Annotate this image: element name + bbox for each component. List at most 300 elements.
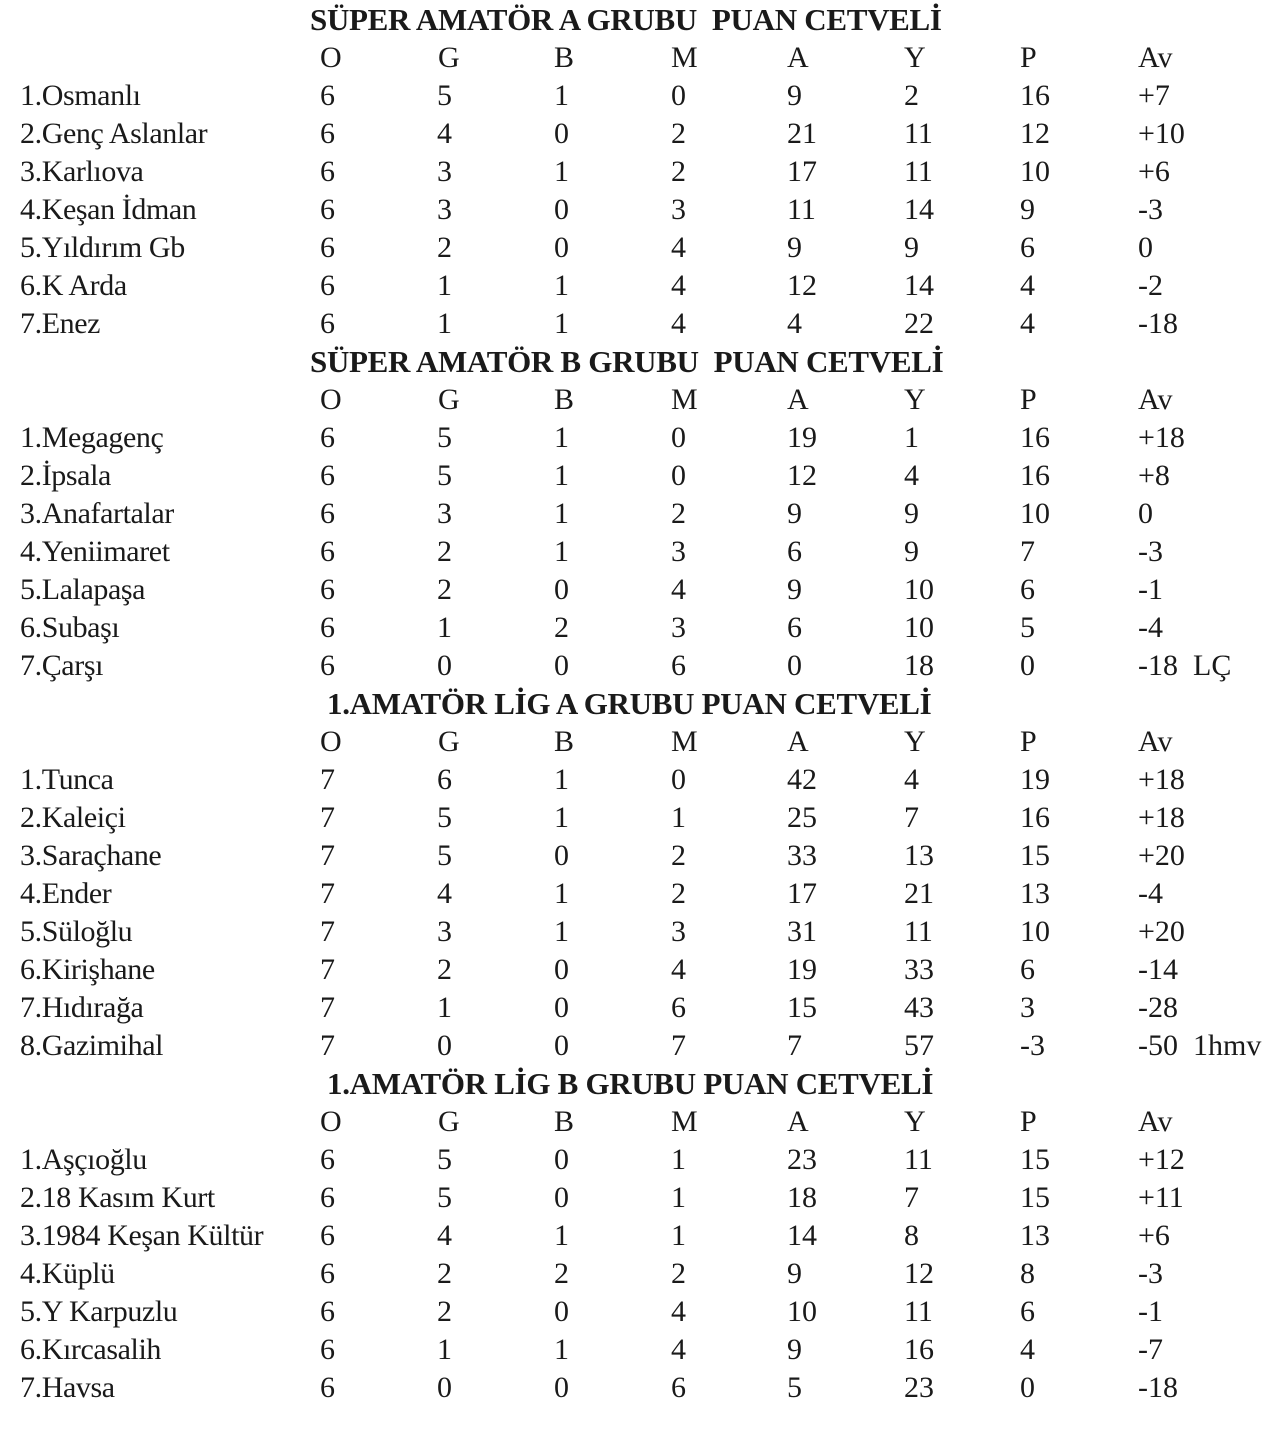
stat-cell: 3 — [671, 535, 686, 568]
stat-cell: 1 — [554, 79, 569, 112]
stat-cell: 2 — [671, 1257, 686, 1290]
team-name: 6.Kırcasalih — [20, 1333, 161, 1366]
stat-cell: +18 — [1138, 421, 1185, 454]
stat-cell: 1 — [554, 307, 569, 340]
stat-cell: 0 — [1020, 1371, 1035, 1404]
stat-cell: +10 — [1138, 117, 1185, 150]
stat-cell: 6 — [1020, 953, 1035, 986]
stat-cell: 4 — [671, 307, 686, 340]
stat-cell: 1 — [554, 915, 569, 948]
stat-cell: 4 — [437, 117, 452, 150]
stat-cell: -50 1hmv — [1138, 1029, 1262, 1062]
stat-cell: 6 — [787, 611, 802, 644]
stat-cell: 12 — [787, 269, 817, 302]
stat-cell: 10 — [904, 611, 934, 644]
team-name: 5.Y Karpuzlu — [20, 1295, 178, 1328]
stat-cell: 1 — [904, 421, 919, 454]
stat-cell: 14 — [904, 269, 934, 302]
stat-cell: 2 — [671, 497, 686, 530]
stat-cell: 6 — [320, 497, 335, 530]
team-name: 2.18 Kasım Kurt — [20, 1181, 215, 1214]
stat-cell: 3 — [671, 193, 686, 226]
column-header-row — [0, 381, 1274, 419]
stat-cell: 1 — [554, 1219, 569, 1252]
stat-cell: 10 — [1020, 915, 1050, 948]
stat-cell: 3 — [437, 193, 452, 226]
stat-cell: 5 — [437, 1143, 452, 1176]
stat-cell: 5 — [437, 421, 452, 454]
column-header: B — [554, 383, 575, 416]
team-name: 3.Anafartalar — [20, 497, 174, 530]
stat-cell: 0 — [554, 573, 569, 606]
team-name: 4.Keşan İdman — [20, 193, 197, 226]
table-title: 1.AMATÖR LİG A GRUBU PUAN CETVELİ — [327, 686, 932, 721]
column-header-row — [0, 39, 1274, 77]
stat-cell: 3 — [671, 611, 686, 644]
stat-cell: 2 — [554, 1257, 569, 1290]
stat-cell: +8 — [1138, 459, 1170, 492]
team-name: 2.Kaleiçi — [20, 801, 126, 834]
stat-cell: 6 — [320, 1371, 335, 1404]
team-name: 4.Küplü — [20, 1257, 115, 1290]
stat-cell: 6 — [320, 1257, 335, 1290]
column-header-row — [0, 1103, 1274, 1141]
stat-cell: 10 — [1020, 155, 1050, 188]
stat-cell: 4 — [671, 1295, 686, 1328]
table-row — [0, 533, 1274, 571]
stat-cell: -18 LÇ — [1138, 649, 1232, 682]
stat-cell: 0 — [1020, 649, 1035, 682]
table-title: SÜPER AMATÖR B GRUBU PUAN CETVELİ — [310, 344, 944, 379]
column-header: G — [438, 41, 460, 74]
column-header: B — [554, 725, 575, 758]
stat-cell: 6 — [320, 573, 335, 606]
stat-cell: 9 — [904, 497, 919, 530]
stat-cell: 21 — [904, 877, 934, 910]
stat-cell: 6 — [320, 1143, 335, 1176]
stat-cell: 4 — [671, 953, 686, 986]
table-row — [0, 837, 1274, 875]
stat-cell: -14 — [1138, 953, 1178, 986]
stat-cell: 6 — [671, 649, 686, 682]
team-name: 5.Süloğlu — [20, 915, 133, 948]
stat-cell: 4 — [671, 269, 686, 302]
stat-cell: 11 — [904, 155, 933, 188]
stat-cell: 17 — [787, 155, 817, 188]
table-row — [0, 875, 1274, 913]
table-title: 1.AMATÖR LİG B GRUBU PUAN CETVELİ — [327, 1066, 934, 1101]
stat-cell: 0 — [671, 79, 686, 112]
team-name: 1.Megagenç — [20, 421, 164, 454]
stat-cell: 0 — [787, 649, 802, 682]
stat-cell: 31 — [787, 915, 817, 948]
stat-cell: 1 — [554, 1333, 569, 1366]
column-header: M — [671, 41, 698, 74]
stat-cell: 0 — [671, 763, 686, 796]
stat-cell: 7 — [671, 1029, 686, 1062]
column-header: M — [671, 725, 698, 758]
table-row — [0, 799, 1274, 837]
stat-cell: 11 — [904, 117, 933, 150]
team-name: 3.1984 Keşan Kültür — [20, 1219, 264, 1252]
stat-cell: 0 — [554, 1295, 569, 1328]
table-title: SÜPER AMATÖR A GRUBU PUAN CETVELİ — [310, 2, 942, 37]
stat-cell: 0 — [437, 1029, 452, 1062]
table-row — [0, 495, 1274, 533]
stat-cell: 6 — [320, 155, 335, 188]
stat-cell: 21 — [787, 117, 817, 150]
stat-cell: 6 — [320, 79, 335, 112]
table-row — [0, 1217, 1274, 1255]
stat-cell: 4 — [671, 573, 686, 606]
stat-cell: 7 — [320, 801, 335, 834]
stat-cell: 22 — [904, 307, 934, 340]
team-name: 5.Lalapaşa — [20, 573, 146, 606]
stat-cell: -1 — [1138, 573, 1163, 606]
stat-cell: -3 — [1138, 535, 1163, 568]
stat-cell: 2 — [554, 611, 569, 644]
team-name: 6.K Arda — [20, 269, 127, 302]
stat-cell: 9 — [1020, 193, 1035, 226]
column-header: A — [787, 41, 809, 74]
team-name: 1.Aşçıoğlu — [20, 1143, 147, 1176]
stat-cell: 1 — [437, 269, 452, 302]
table-row — [0, 951, 1274, 989]
column-header: P — [1020, 383, 1037, 416]
stat-cell: 9 — [904, 535, 919, 568]
stat-cell: 0 — [554, 117, 569, 150]
team-name: 3.Karlıova — [20, 155, 144, 188]
stat-cell: 6 — [787, 535, 802, 568]
table-row — [0, 989, 1274, 1027]
stat-cell: 5 — [437, 801, 452, 834]
stat-cell: 7 — [904, 801, 919, 834]
stat-cell: 1 — [554, 421, 569, 454]
column-header: G — [438, 383, 460, 416]
stat-cell: 0 — [554, 193, 569, 226]
stat-cell: 7 — [320, 915, 335, 948]
stat-cell: 6 — [320, 1181, 335, 1214]
table-row — [0, 647, 1274, 685]
stat-cell: 2 — [671, 877, 686, 910]
stat-cell: 23 — [787, 1143, 817, 1176]
stat-cell: 16 — [1020, 79, 1050, 112]
stat-cell: 19 — [787, 953, 817, 986]
team-name: 3.Saraçhane — [20, 839, 162, 872]
stat-cell: 13 — [904, 839, 934, 872]
stat-cell: 6 — [320, 649, 335, 682]
stat-cell: 6 — [671, 991, 686, 1024]
stat-cell: 8 — [1020, 1257, 1035, 1290]
column-header: O — [320, 383, 342, 416]
stat-cell: +12 — [1138, 1143, 1185, 1176]
stat-cell: 6 — [1020, 1295, 1035, 1328]
team-name: 6.Kirişhane — [20, 953, 155, 986]
team-name: 7.Havsa — [20, 1371, 115, 1404]
stat-cell: 1 — [554, 269, 569, 302]
stat-cell: 6 — [320, 269, 335, 302]
stat-cell: 10 — [904, 573, 934, 606]
stat-cell: 1 — [554, 155, 569, 188]
table-row — [0, 1141, 1274, 1179]
stat-cell: 7 — [904, 1181, 919, 1214]
stat-cell: 16 — [1020, 801, 1050, 834]
team-name: 1.Osmanlı — [20, 79, 141, 112]
stat-cell: 7 — [320, 991, 335, 1024]
stat-cell: 4 — [437, 877, 452, 910]
column-header: M — [671, 1105, 698, 1138]
stat-cell: 18 — [787, 1181, 817, 1214]
column-header: Av — [1138, 725, 1173, 758]
stat-cell: 2 — [671, 155, 686, 188]
stat-cell: 6 — [437, 763, 452, 796]
table-row — [0, 761, 1274, 799]
column-header: O — [320, 1105, 342, 1138]
column-header: A — [787, 383, 809, 416]
team-name: 1.Tunca — [20, 763, 114, 796]
table-row — [0, 191, 1274, 229]
stat-cell: 6 — [1020, 573, 1035, 606]
column-header: P — [1020, 1105, 1037, 1138]
stat-cell: 1 — [554, 801, 569, 834]
stat-cell: 18 — [904, 649, 934, 682]
stat-cell: 1 — [671, 1181, 686, 1214]
table-row — [0, 77, 1274, 115]
stat-cell: 13 — [1020, 1219, 1050, 1252]
stat-cell: 6 — [320, 1219, 335, 1252]
stat-cell: 11 — [904, 1295, 933, 1328]
stat-cell: 23 — [904, 1371, 934, 1404]
stat-cell: 1 — [554, 535, 569, 568]
stat-cell: 15 — [1020, 1181, 1050, 1214]
stat-cell: 19 — [787, 421, 817, 454]
column-header: M — [671, 383, 698, 416]
stat-cell: 3 — [437, 497, 452, 530]
table-row — [0, 267, 1274, 305]
stat-cell: 15 — [787, 991, 817, 1024]
stat-cell: 4 — [671, 1333, 686, 1366]
stat-cell: 16 — [904, 1333, 934, 1366]
stat-cell: 4 — [1020, 307, 1035, 340]
column-header: Av — [1138, 1105, 1173, 1138]
stat-cell: 2 — [671, 117, 686, 150]
stat-cell: 3 — [671, 915, 686, 948]
column-header: Y — [904, 383, 926, 416]
stat-cell: 2 — [437, 953, 452, 986]
stat-cell: +20 — [1138, 839, 1185, 872]
stat-cell: 16 — [1020, 421, 1050, 454]
stat-cell: 4 — [437, 1219, 452, 1252]
column-header: Y — [904, 41, 926, 74]
stat-cell: 0 — [554, 991, 569, 1024]
stat-cell: 9 — [787, 79, 802, 112]
stat-cell: 1 — [554, 459, 569, 492]
stat-cell: 6 — [320, 231, 335, 264]
stat-cell: -1 — [1138, 1295, 1163, 1328]
stat-cell: 4 — [904, 459, 919, 492]
column-header: Y — [904, 725, 926, 758]
table-row — [0, 115, 1274, 153]
team-name: 4.Ender — [20, 877, 112, 910]
stat-cell: 3 — [1020, 991, 1035, 1024]
column-header: A — [787, 1105, 809, 1138]
stat-cell: -28 — [1138, 991, 1178, 1024]
stat-cell: 9 — [904, 231, 919, 264]
stat-cell: 10 — [1020, 497, 1050, 530]
stat-cell: 4 — [787, 307, 802, 340]
stat-cell: +18 — [1138, 801, 1185, 834]
stat-cell: 10 — [787, 1295, 817, 1328]
stat-cell: 0 — [554, 1371, 569, 1404]
table-row — [0, 1179, 1274, 1217]
stat-cell: 11 — [904, 915, 933, 948]
stat-cell: 2 — [437, 573, 452, 606]
stat-cell: 16 — [1020, 459, 1050, 492]
stat-cell: 14 — [904, 193, 934, 226]
stat-cell: 6 — [320, 193, 335, 226]
column-header: Av — [1138, 383, 1173, 416]
stat-cell: 0 — [1138, 231, 1153, 264]
stat-cell: 25 — [787, 801, 817, 834]
stat-cell: 7 — [787, 1029, 802, 1062]
stat-cell: 12 — [904, 1257, 934, 1290]
stat-cell: +6 — [1138, 1219, 1170, 1252]
table-row — [0, 1293, 1274, 1331]
stat-cell: 9 — [787, 231, 802, 264]
stat-cell: 7 — [1020, 535, 1035, 568]
stat-cell: 1 — [554, 877, 569, 910]
stat-cell: 9 — [787, 573, 802, 606]
stat-cell: 7 — [320, 1029, 335, 1062]
table-row — [0, 229, 1274, 267]
stat-cell: 2 — [437, 231, 452, 264]
stat-cell: 7 — [320, 839, 335, 872]
stat-cell: 0 — [437, 1371, 452, 1404]
stat-cell: 0 — [554, 839, 569, 872]
team-name: 2.Genç Aslanlar — [20, 117, 208, 150]
stat-cell: 2 — [904, 79, 919, 112]
stat-cell: 11 — [787, 193, 816, 226]
stat-cell: 1 — [437, 1333, 452, 1366]
team-name: 8.Gazimihal — [20, 1029, 164, 1062]
stat-cell: 2 — [437, 1295, 452, 1328]
stat-cell: -2 — [1138, 269, 1163, 302]
stat-cell: +6 — [1138, 155, 1170, 188]
table-row — [0, 153, 1274, 191]
stat-cell: 0 — [554, 649, 569, 682]
column-header: O — [320, 41, 342, 74]
team-name: 2.İpsala — [20, 459, 111, 492]
stat-cell: 11 — [904, 1143, 933, 1176]
team-name: 4.Yeniimaret — [20, 535, 170, 568]
stat-cell: 4 — [1020, 1333, 1035, 1366]
stat-cell: 6 — [320, 421, 335, 454]
column-header: B — [554, 41, 575, 74]
column-header: P — [1020, 725, 1037, 758]
column-header: B — [554, 1105, 575, 1138]
table-row — [0, 1369, 1274, 1407]
stat-cell: -18 — [1138, 1371, 1178, 1404]
table-row — [0, 457, 1274, 495]
team-name: 6.Subaşı — [20, 611, 120, 644]
stat-cell: 42 — [787, 763, 817, 796]
stat-cell: 15 — [1020, 839, 1050, 872]
stat-cell: -18 — [1138, 307, 1178, 340]
stat-cell: -3 — [1138, 1257, 1163, 1290]
stat-cell: 0 — [554, 1143, 569, 1176]
stat-cell: 4 — [671, 231, 686, 264]
stat-cell: 6 — [671, 1371, 686, 1404]
stat-cell: -3 — [1020, 1029, 1045, 1062]
stat-cell: 1 — [671, 1143, 686, 1176]
stat-cell: 6 — [320, 611, 335, 644]
stat-cell: 3 — [437, 155, 452, 188]
stat-cell: 6 — [320, 117, 335, 150]
stat-cell: 1 — [437, 307, 452, 340]
stat-cell: -7 — [1138, 1333, 1163, 1366]
stat-cell: 1 — [437, 991, 452, 1024]
stat-cell: 3 — [437, 915, 452, 948]
stat-cell: 4 — [1020, 269, 1035, 302]
stat-cell: 7 — [320, 763, 335, 796]
stat-cell: 1 — [671, 1219, 686, 1252]
stat-cell: 1 — [671, 801, 686, 834]
table-row — [0, 305, 1274, 343]
stat-cell: 6 — [320, 459, 335, 492]
stat-cell: 6 — [320, 535, 335, 568]
stat-cell: -4 — [1138, 611, 1163, 644]
table-row — [0, 419, 1274, 457]
stat-cell: 6 — [320, 1295, 335, 1328]
stat-cell: 0 — [554, 231, 569, 264]
stat-cell: 1 — [554, 763, 569, 796]
stat-cell: 33 — [904, 953, 934, 986]
stat-cell: 19 — [1020, 763, 1050, 796]
table-row — [0, 913, 1274, 951]
stat-cell: 9 — [787, 1333, 802, 1366]
stat-cell: 0 — [554, 953, 569, 986]
stat-cell: 14 — [787, 1219, 817, 1252]
stat-cell: 2 — [437, 535, 452, 568]
column-header-row — [0, 723, 1274, 761]
stat-cell: 13 — [1020, 877, 1050, 910]
team-name: 5.Yıldırım Gb — [20, 231, 185, 264]
stat-cell: 7 — [320, 877, 335, 910]
stat-cell: 0 — [554, 1181, 569, 1214]
stat-cell: 6 — [320, 1333, 335, 1366]
stat-cell: +11 — [1138, 1181, 1184, 1214]
stat-cell: 57 — [904, 1029, 934, 1062]
stat-cell: 15 — [1020, 1143, 1050, 1176]
stat-cell: 1 — [554, 497, 569, 530]
table-row — [0, 1255, 1274, 1293]
stat-cell: 6 — [1020, 231, 1035, 264]
stat-cell: 5 — [1020, 611, 1035, 644]
column-header: P — [1020, 41, 1037, 74]
stat-cell: 5 — [437, 839, 452, 872]
stat-cell: +7 — [1138, 79, 1170, 112]
stat-cell: 5 — [787, 1371, 802, 1404]
stat-cell: 1 — [437, 611, 452, 644]
column-header: Av — [1138, 41, 1173, 74]
column-header: O — [320, 725, 342, 758]
stat-cell: 5 — [437, 1181, 452, 1214]
stat-cell: 0 — [554, 1029, 569, 1062]
stat-cell: 8 — [904, 1219, 919, 1252]
stat-cell: 9 — [787, 497, 802, 530]
stat-cell: -4 — [1138, 877, 1163, 910]
stat-cell: 5 — [437, 459, 452, 492]
